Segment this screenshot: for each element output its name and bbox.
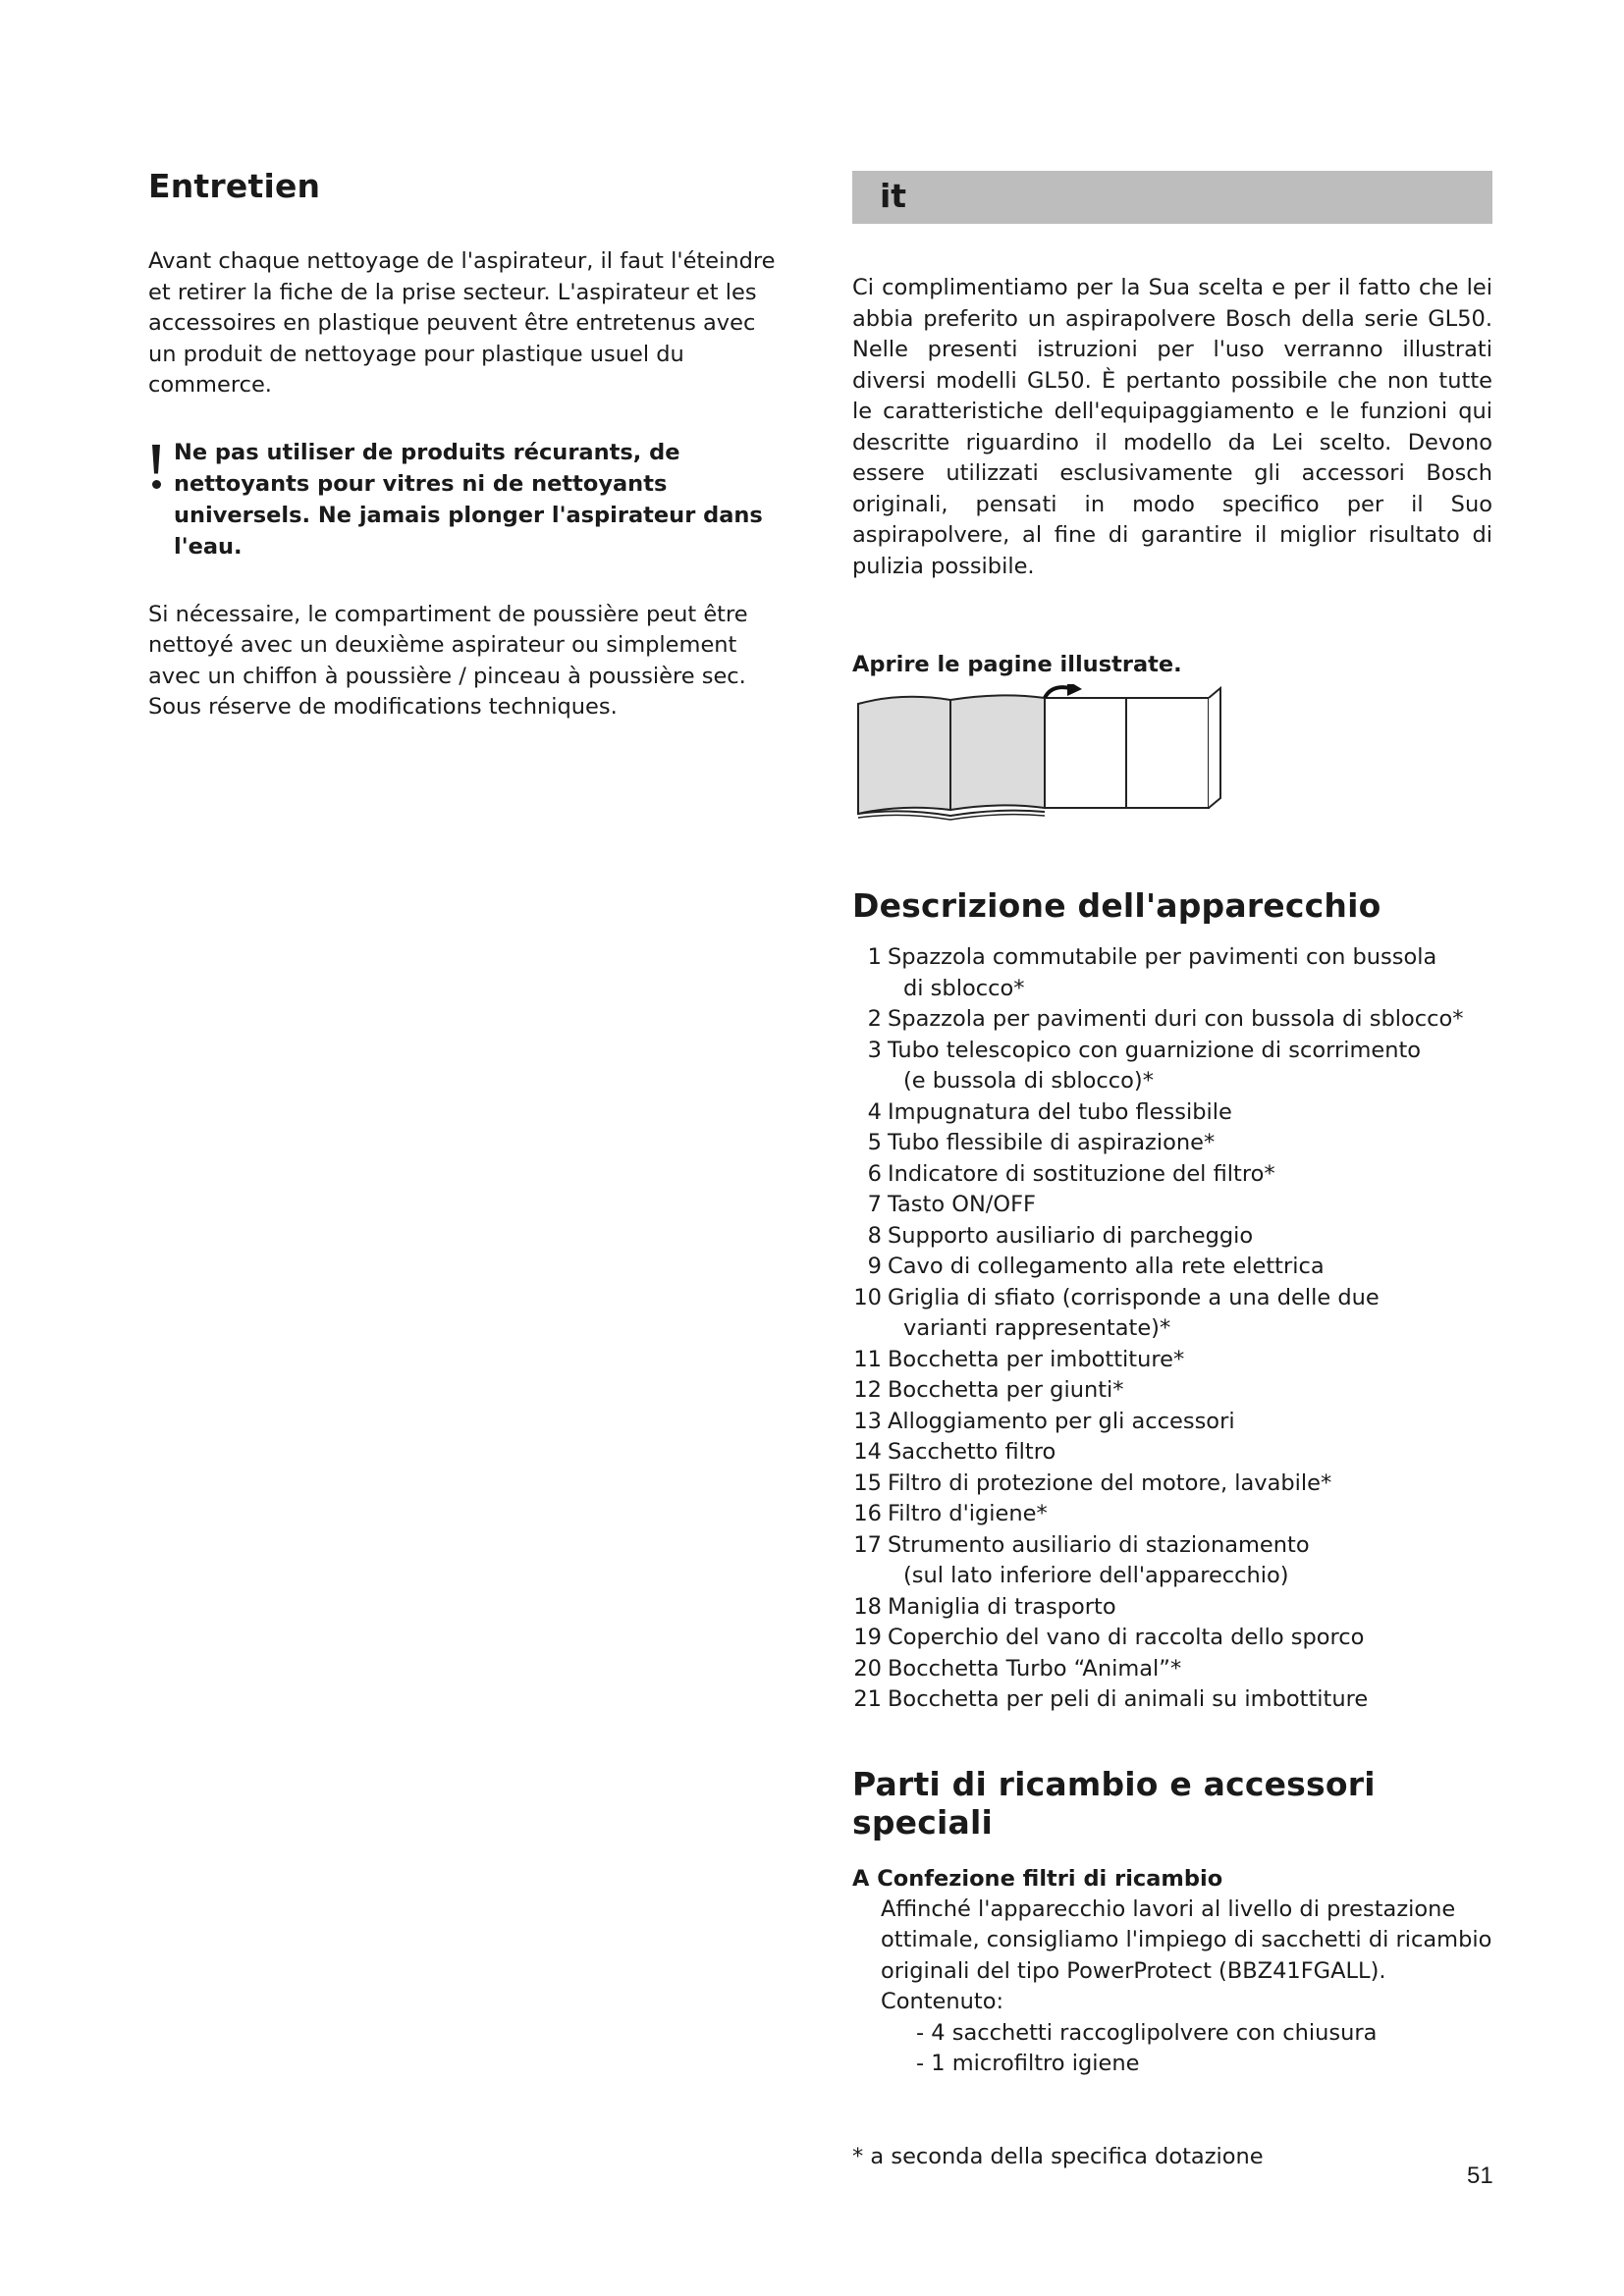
item-text xyxy=(888,1221,1477,1253)
item-number: 18 xyxy=(853,1593,882,1620)
item-line: Bocchetta per imbottiture* xyxy=(888,1346,1185,1372)
item-line: Bocchetta per peli di animali su imbottiture xyxy=(888,1686,1369,1712)
item-number: 10 xyxy=(853,1284,882,1310)
item-line: Bocchetta Turbo “Animal”* xyxy=(888,1655,1182,1682)
item-continuation: (sul lato inferiore dell'apparecchio) xyxy=(903,1563,1289,1588)
item-text xyxy=(888,1004,1477,1036)
list-item xyxy=(852,1283,1492,1345)
item-text xyxy=(888,1684,1477,1716)
item-line: Maniglia di trasporto xyxy=(888,1593,1116,1620)
item-number: 12 xyxy=(853,1377,882,1403)
contents-label: Contenuto: xyxy=(881,1989,1004,2014)
warning-text: Ne pas utiliser de produits récurants, de nettoyants pour vitres ni de nettoyants universels. Ne jamais plonger l'aspirateur dans l'eau. xyxy=(174,439,763,560)
item-text xyxy=(888,1375,1477,1407)
exclamation-icon xyxy=(148,445,164,492)
section-title-descrizione: Descrizione dell'apparecchio xyxy=(852,886,1381,925)
contents-item: - 4 sacchetti raccoglipolvere con chiusura xyxy=(916,2018,1492,2050)
item-number: 2 xyxy=(867,1006,882,1032)
list-item xyxy=(852,1499,1492,1530)
language-code: it xyxy=(880,177,907,215)
item-text xyxy=(888,1437,1477,1468)
item-line: Supporto ausiliario di parcheggio xyxy=(888,1222,1254,1249)
contents-item: - 1 microfiltro igiene xyxy=(916,2049,1492,2080)
open-pages-label: Aprire le pagine illustrate. xyxy=(852,652,1182,677)
item-line: Spazzola commutabile per pavimenti con bussola xyxy=(888,944,1437,970)
item-line: Indicatore di sostituzione del filtro* xyxy=(888,1160,1275,1187)
list-item xyxy=(852,1221,1492,1253)
item-continuation: di sblocco* xyxy=(903,975,1025,1001)
list-item xyxy=(852,942,1492,1004)
list-item xyxy=(852,1128,1492,1159)
item-text xyxy=(888,1654,1477,1685)
list-item xyxy=(852,1684,1492,1716)
item-continuation: varianti rappresentate)* xyxy=(903,1315,1171,1341)
item-line: Spazzola per pavimenti duri con bussola di sblocco* xyxy=(888,1006,1464,1032)
item-text xyxy=(888,1468,1477,1500)
item-text xyxy=(888,1159,1477,1191)
item-number: 11 xyxy=(853,1346,882,1372)
list-item xyxy=(852,1654,1492,1685)
item-line: Strumento ausiliario di stazionamento xyxy=(888,1531,1310,1558)
item-continuation: (e bussola di sblocco)* xyxy=(903,1068,1154,1094)
item-number: 1 xyxy=(867,944,882,970)
contents-list xyxy=(881,2018,1492,2080)
section-title-entretien: Entretien xyxy=(148,167,321,205)
list-item xyxy=(852,1036,1492,1097)
left-column xyxy=(148,167,779,723)
item-number: 5 xyxy=(867,1130,882,1155)
section-title-ricambio: Parti di ricambio e accessori speciali xyxy=(852,1764,1376,1842)
item-text xyxy=(888,1407,1477,1438)
list-item xyxy=(852,1407,1492,1438)
item-number: 20 xyxy=(853,1655,882,1682)
item-text xyxy=(888,1499,1477,1530)
item-line: Tubo flessibile di aspirazione* xyxy=(888,1130,1216,1155)
item-text xyxy=(888,942,1477,1004)
item-number: 3 xyxy=(867,1037,882,1063)
right-column xyxy=(852,171,1492,2080)
entretien-intro: Avant chaque nettoyage de l'aspirateur, il faut l'éteindre et retirer la fiche de la prise secteur. L'aspirateur et les accessoires en plastique peuvent être entretenus avec un produit de nettoyage pour plastique usuel du commerce. xyxy=(148,248,776,398)
list-item xyxy=(852,1252,1492,1283)
language-bar xyxy=(852,171,1492,224)
item-number: 7 xyxy=(867,1192,882,1217)
item-number: 6 xyxy=(867,1160,882,1187)
open-pages-illustration xyxy=(852,684,1225,831)
list-item xyxy=(852,1375,1492,1407)
item-number: 8 xyxy=(867,1222,882,1249)
item-number: 15 xyxy=(853,1469,882,1496)
item-line: Impugnatura del tubo flessibile xyxy=(888,1098,1232,1125)
item-line: Alloggiamento per gli accessori xyxy=(888,1408,1235,1434)
item-number: 4 xyxy=(867,1098,882,1125)
spare-filters-block xyxy=(852,1895,1492,2080)
warning-notice xyxy=(148,437,779,562)
item-number: 14 xyxy=(853,1439,882,1465)
list-item xyxy=(852,1437,1492,1468)
item-line: Griglia di sfiato (corrisponde a una delle due xyxy=(888,1284,1380,1310)
item-text xyxy=(888,1252,1477,1283)
item-number: 16 xyxy=(853,1501,882,1526)
item-number: 13 xyxy=(853,1408,882,1434)
item-line: Bocchetta per giunti* xyxy=(888,1377,1124,1403)
italian-intro: Ci complimentiamo per la Sua scelta e per il fatto che lei abbia preferito un aspirapolvere Bosch della serie GL50. Nelle presenti istruzioni per l'uso verranno illustrati diversi modelli GL50. È pertanto possibile che non tutte le caratteristiche dell'equipaggiamento e le funzioni qui descritte riguardino il modello da Lei scelto. Devono essere utilizzati esclusivamente gli accessori Bosch originali, pensati in modo specifico per il Suo aspirapolvere, al fine di garantire il miglior risultato di pulizia possibile. xyxy=(852,275,1492,579)
item-text xyxy=(888,1623,1477,1654)
item-text xyxy=(888,1036,1477,1097)
item-line: Filtro d'igiene* xyxy=(888,1501,1048,1526)
list-item xyxy=(852,1592,1492,1624)
spare-filters-text: Affinché l'apparecchio lavori al livello di prestazione ottimale, consigliamo l'impiego di sacchetti di ricambio originali del tipo PowerProtect (BBZ41FGALL). xyxy=(881,1896,1492,1984)
list-item xyxy=(852,1345,1492,1376)
item-text xyxy=(888,1283,1477,1345)
item-text xyxy=(888,1530,1477,1592)
item-text xyxy=(888,1592,1477,1624)
item-number: 19 xyxy=(853,1625,882,1650)
item-line: Filtro di protezione del motore, lavabile* xyxy=(888,1469,1332,1496)
item-line: Tasto ON/OFF xyxy=(888,1192,1036,1217)
spare-filters-heading: A Confezione filtri di ricambio xyxy=(852,1865,1223,1892)
list-item xyxy=(852,1530,1492,1592)
item-line: Coperchio del vano di raccolta dello sporco xyxy=(888,1625,1365,1650)
item-number: 9 xyxy=(867,1254,882,1279)
item-number: 21 xyxy=(853,1686,882,1712)
list-item xyxy=(852,1097,1492,1129)
list-item xyxy=(852,1623,1492,1654)
item-text xyxy=(888,1190,1477,1221)
item-text xyxy=(888,1097,1477,1129)
item-number: 17 xyxy=(853,1531,882,1558)
parts-list xyxy=(852,942,1492,1716)
footnote: * a seconda della specifica dotazione xyxy=(852,2144,1264,2169)
item-line: Tubo telescopico con guarnizione di scorrimento xyxy=(888,1037,1422,1063)
list-item xyxy=(852,1190,1492,1221)
item-line: Sacchetto filtro xyxy=(888,1439,1056,1465)
entretien-paragraph-2: Si nécessaire, le compartiment de poussière peut être nettoyé avec un deuxième aspirateur ou simplement avec un chiffon à poussière / pinceau à poussière sec. xyxy=(148,601,748,689)
page-number: 51 xyxy=(1467,2163,1493,2189)
list-item xyxy=(852,1159,1492,1191)
entretien-paragraph-3: Sous réserve de modifications techniques. xyxy=(148,694,618,720)
item-text xyxy=(888,1128,1477,1159)
list-item xyxy=(852,1468,1492,1500)
list-item xyxy=(852,1004,1492,1036)
item-line: Cavo di collegamento alla rete elettrica xyxy=(888,1254,1325,1279)
item-text xyxy=(888,1345,1477,1376)
